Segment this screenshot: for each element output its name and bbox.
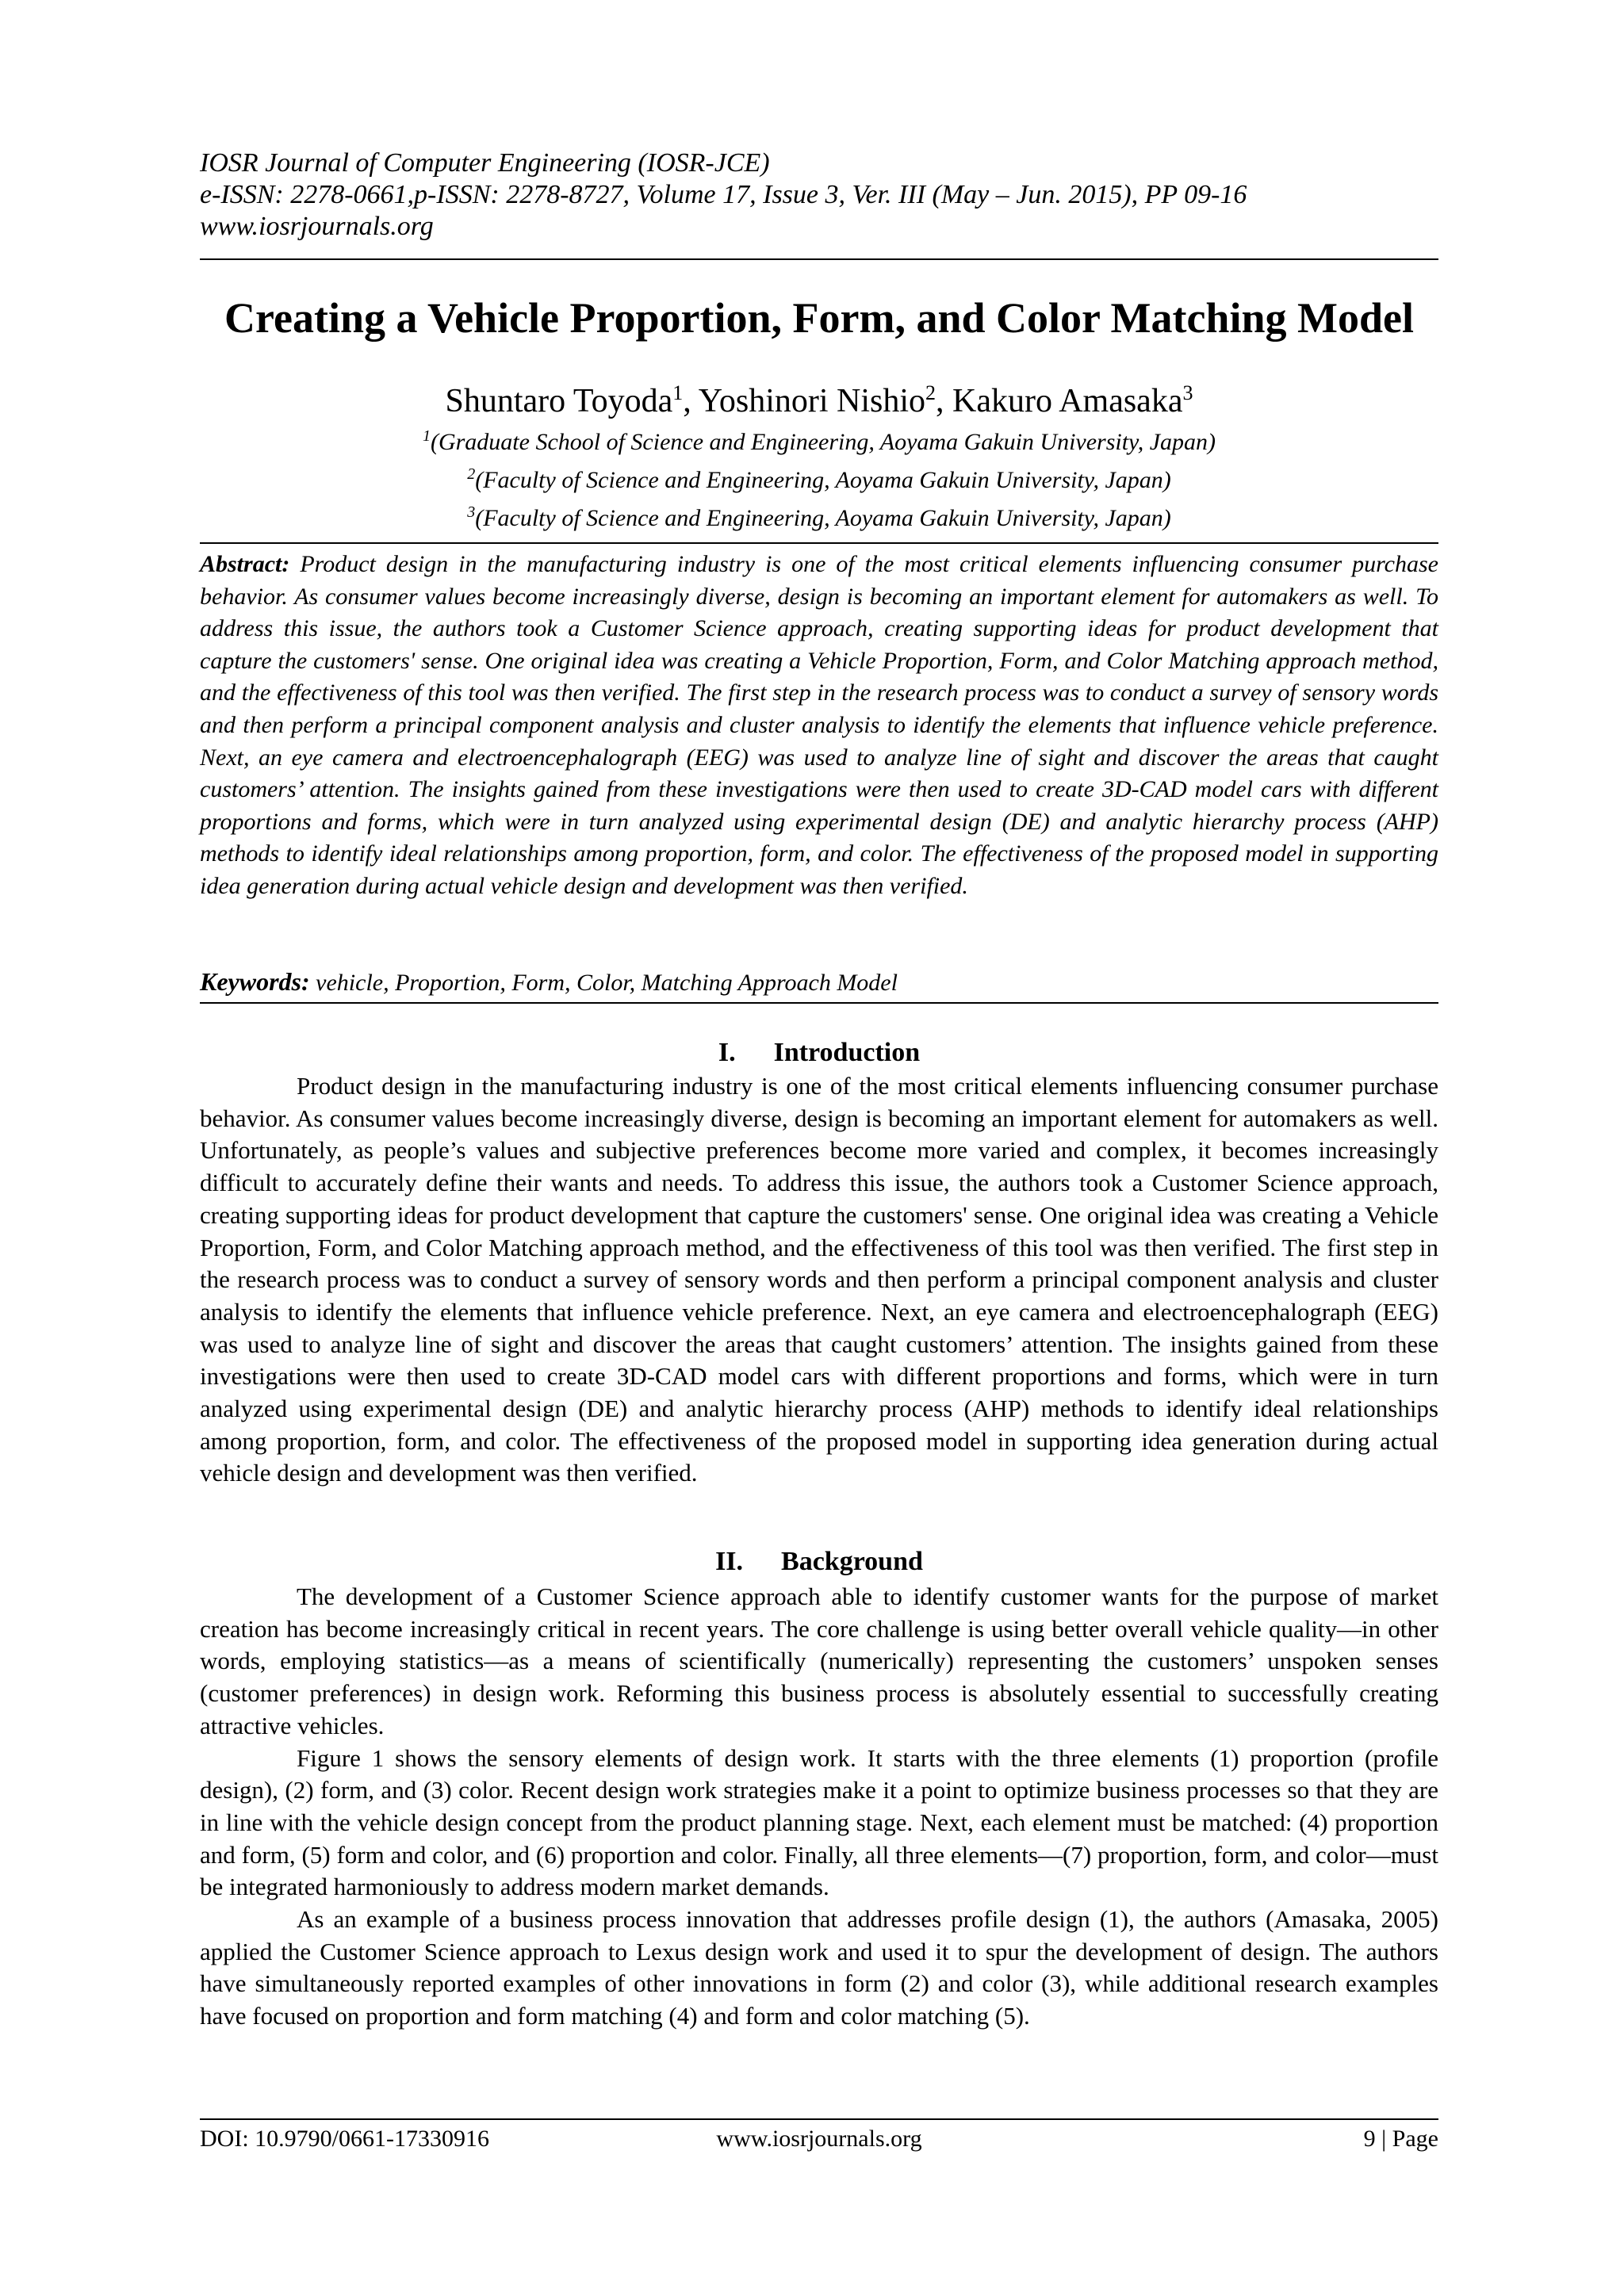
affiliation	[200, 458, 1438, 496]
keywords-text: vehicle, Proportion, Form, Color, Matching Approach Model	[316, 970, 898, 996]
affiliation-list	[200, 420, 1438, 534]
paragraph: The development of a Customer Science approach able to identify customer wants for the purpose of market creation has become increasingly critical in recent years. The core challenge is using better overall vehicle quality—in other words, employing statistics—as a means of scientifically (numerically) representing the customers’ unspoken senses (customer preferences) in design work. Reforming this business process is absolutely essential to successfully creating attractive vehicles.	[200, 1582, 1438, 1739]
abstract-text: Product design in the manufacturing industry is one of the most critical elements influencing consumer purchase behavior. As consumer values become increasingly diverse, design is becoming an important element for automakers as well. To address this issue, the authors took a Customer Science approach, creating supporting ideas for product development that capture the customers' sense. One original idea was creating a Vehicle Proportion, Form, and Color Matching approach method, and the effectiveness of this tool was then verified. The first step in the research process was to conduct a survey of sensory words and then perform a principal component analysis and cluster analysis to identify the elements that influence vehicle preference. Next, an eye camera and electroencephalograph (EEG) was used to analyze line of sight and discover the areas that caught customers’ attention. The insights gained from these investigations were then used to create 3D-CAD model cars with different proportions and forms, which were in turn analyzed using experimental design (DE) and analytic hierarchy process (AHP) methods to identify ideal relationships among proportion, form, and color. The effectiveness of the proposed model in supporting idea generation during actual vehicle design and development was then verified.	[200, 551, 1438, 899]
section-number: II.	[715, 1547, 744, 1576]
journal-header	[200, 147, 1438, 243]
author-name: Shuntaro Toyoda	[445, 383, 673, 419]
journal-issn: e-ISSN: 2278-0661,p-ISSN: 2278-8727, Volume 17, Issue 3, Ver. III (May – Jun. 2015), PP 09-16	[200, 180, 1247, 209]
author-sup: 1	[672, 381, 684, 404]
keywords-label: Keywords:	[200, 967, 310, 996]
author-sup: 3	[1182, 381, 1193, 404]
header-divider	[200, 258, 1438, 260]
author-list	[200, 373, 1438, 422]
section-body-introduction	[200, 1070, 1438, 1490]
keywords	[200, 966, 1438, 999]
footer-divider	[200, 2118, 1438, 2120]
affiliation-sup: 2	[467, 465, 476, 483]
affiliation-sup: 1	[422, 427, 431, 445]
footer-website[interactable]: www.iosrjournals.org	[716, 2126, 922, 2152]
affiliation-text: (Faculty of Science and Engineering, Aoyama Gakuin University, Japan)	[475, 505, 1171, 531]
paper-title: Creating a Vehicle Proportion, Form, and Color Matching Model	[224, 294, 1414, 342]
footer-page-number: 9 | Page	[1363, 2126, 1438, 2152]
affiliation	[200, 496, 1438, 534]
page-footer	[200, 2123, 1438, 2155]
section-number: I.	[718, 1038, 736, 1067]
section-heading-background	[200, 1546, 1438, 1578]
abstract-label: Abstract:	[200, 551, 290, 577]
affiliation	[200, 420, 1438, 458]
journal-website[interactable]: www.iosrjournals.org	[200, 212, 434, 241]
author-name: Yoshinori Nishio	[698, 383, 926, 419]
section-title: Background	[781, 1547, 923, 1576]
author-sup: 2	[925, 381, 936, 404]
section-body-background	[200, 1581, 1438, 2033]
abstract	[200, 549, 1438, 903]
journal-name: IOSR Journal of Computer Engineering (IOSR-JCE)	[200, 148, 770, 178]
author-name: Kakuro Amasaka	[952, 383, 1183, 419]
section-heading-introduction	[200, 1037, 1438, 1069]
footer-doi: DOI: 10.9790/0661-17330916	[200, 2126, 489, 2152]
section-title: Introduction	[773, 1038, 921, 1067]
affiliation-sup: 3	[467, 503, 476, 521]
author-separator: ,	[683, 383, 699, 419]
abstract-bottom-divider	[200, 1002, 1438, 1004]
abstract-top-divider	[200, 542, 1438, 544]
paragraph: As an example of a business process innovation that addresses profile design (1), the authors (Amasaka, 2005) applied the Customer Science approach to Lexus design work and used it to spur the development of design. The authors have simultaneously reported examples of other innovations in form (2) and color (3), while additional research examples have focused on proportion and form matching (4) and form and color matching (5).	[200, 1905, 1438, 2030]
affiliation-text: (Graduate School of Science and Engineering, Aoyama Gakuin University, Japan)	[430, 429, 1216, 455]
author-separator: ,	[936, 383, 953, 419]
paragraph: Figure 1 shows the sensory elements of design work. It starts with the three elements (1) proportion (profile design), (2) form, and (3) color. Recent design work strategies make it a point to optimize business processes so that they are in line with the vehicle design concept from the product planning stage. Next, each element must be matched: (4) proportion and form, (5) form and color, and (6) proportion and color. Finally, all three elements—(7) proportion, form, and color—must be integrated harmoniously to address modern market demands.	[200, 1743, 1438, 1901]
affiliation-text: (Faculty of Science and Engineering, Aoyama Gakuin University, Japan)	[475, 467, 1171, 493]
paragraph: Product design in the manufacturing industry is one of the most critical elements influencing consumer purchase behavior. As consumer values become increasingly diverse, design is becoming an important element for automakers as well. Unfortunately, as people’s values and subjective preferences become more varied and complex, it becomes increasingly difficult to accurately define their wants and needs. To address this issue, the authors took a Customer Science approach, creating supporting ideas for product development that capture the customers' sense. One original idea was creating a Vehicle Proportion, Form, and Color Matching approach method, and the effectiveness of this tool was then verified. The first step in the research process was to conduct a survey of sensory words and then perform a principal component analysis and cluster analysis to identify the elements that influence vehicle preference. Next, an eye camera and electroencephalograph (EEG) was used to analyze line of sight and discover the areas that caught customers’ attention. The insights gained from these investigations were then used to create 3D-CAD model cars with different proportions and forms, which were in turn analyzed using experimental design (DE) and analytic hierarchy process (AHP) methods to identify ideal relationships among proportion, form, and color. The effectiveness of the proposed model in supporting idea generation during actual vehicle design and development was then verified.	[200, 1072, 1438, 1487]
